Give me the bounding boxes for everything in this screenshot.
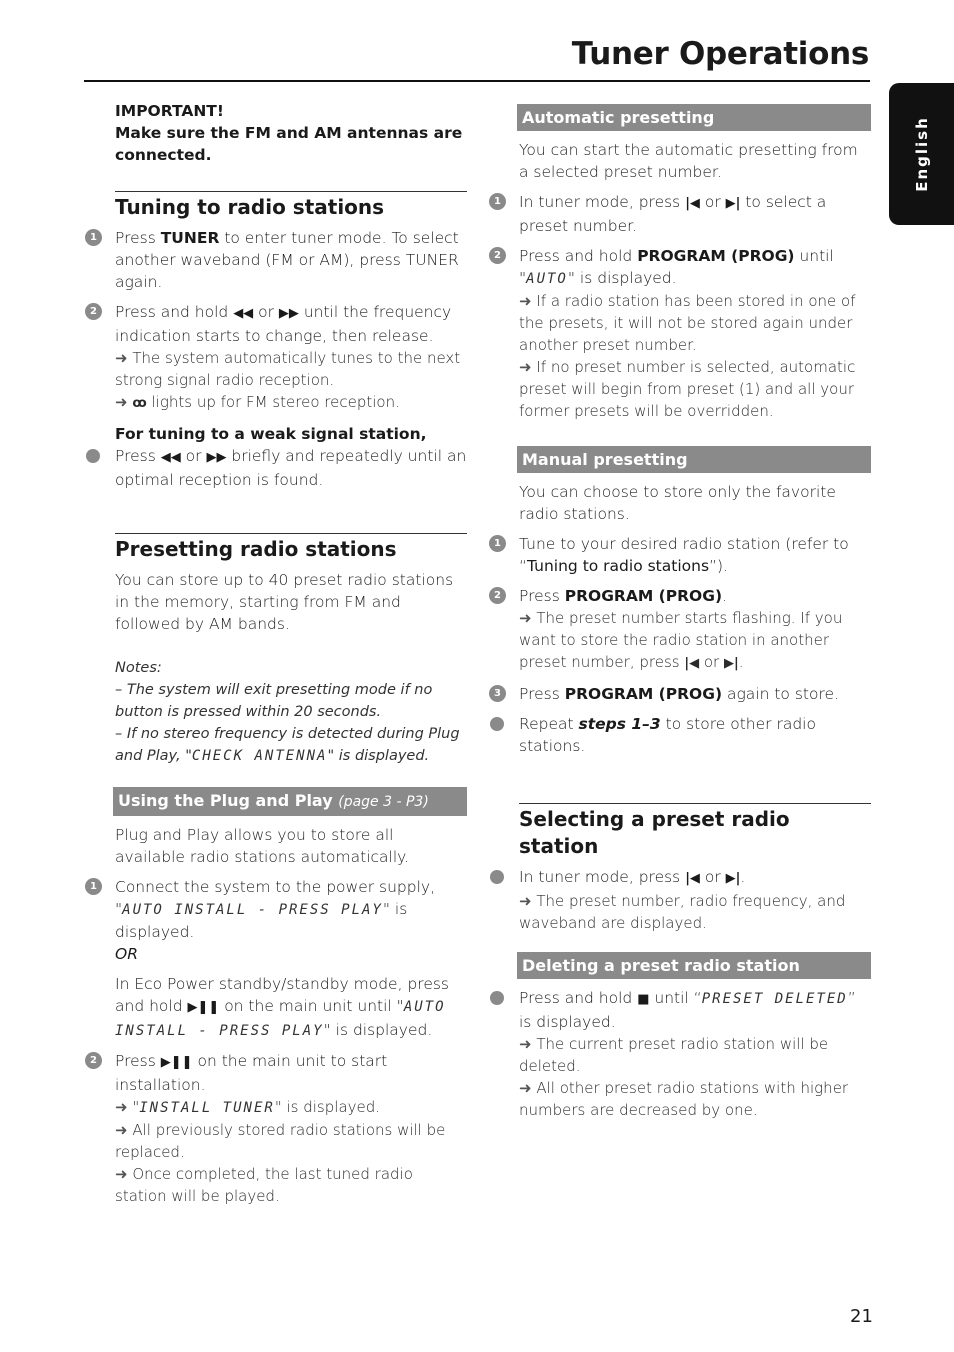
deleting-step [519, 987, 871, 1121]
text: Press and hold [519, 247, 638, 265]
language-tab [889, 83, 954, 225]
text: " is displayed. [327, 748, 430, 764]
section-deleting-preset [519, 952, 871, 1121]
section-selecting-preset [519, 803, 871, 934]
text: In tuner mode, press [519, 193, 686, 211]
step-number-icon: 2 [489, 247, 506, 264]
arrow-icon: ➜ [519, 1035, 532, 1053]
automatic-presetting-intro: You can start the automatic presetting from a selected preset number. [519, 141, 858, 181]
text: Press and hold [115, 303, 234, 321]
fast-forward-icon: ▶▶ [206, 450, 227, 465]
manual-step-2 [494, 585, 871, 675]
text: All other preset radio stations with higher numbers are decreased by one. [519, 1079, 849, 1119]
next-icon: ▶| [724, 656, 739, 671]
arrow-icon: ➜ [519, 1079, 532, 1097]
note-2 [115, 723, 467, 767]
text: on the main unit to start installation. [115, 1052, 388, 1094]
text: The preset number, radio frequency, and waveband are displayed. [519, 892, 846, 932]
text: The system automatically tunes to the next strong signal radio reception. [115, 349, 461, 389]
important-heading: IMPORTANT! [115, 102, 224, 120]
presetting-heading: Presetting radio stations [115, 537, 397, 561]
bullet-icon [490, 991, 504, 1005]
deleting-heading: Deleting a preset radio station [517, 952, 871, 979]
arrow-icon: ➜ [519, 292, 532, 310]
text: or [253, 303, 279, 321]
lcd-text: CHECK ANTENNA [191, 748, 328, 764]
selecting-heading: Selecting a preset radio station [519, 807, 790, 858]
text: . [722, 587, 727, 605]
text: Press and hold [519, 989, 638, 1007]
language-tab-label: English [912, 116, 931, 192]
previous-icon: |◀ [684, 656, 700, 671]
lcd-text: INSTALL TUNER [139, 1100, 275, 1116]
steps-reference: steps 1–3 [578, 715, 661, 733]
arrow-icon: ➜ [115, 393, 128, 411]
arrow-icon: ➜ [115, 349, 128, 367]
step-number-icon: 1 [85, 229, 102, 246]
fast-forward-icon: ▶▶ [278, 306, 299, 321]
page-number: 21 [850, 1306, 873, 1327]
step-number-icon: 1 [85, 878, 102, 895]
section-manual-presetting [494, 446, 871, 757]
text: Tune to your desired radio station (refer to “ [519, 535, 849, 575]
program-key-label: PROGRAM (PROG) [637, 247, 795, 265]
or-label: OR [115, 945, 138, 963]
text: again to store. [722, 685, 839, 703]
text: – If no stereo frequency is detected during Plug and Play, " [115, 726, 460, 764]
presetting-notes [115, 657, 467, 767]
arrow-icon: ➜ [115, 1121, 128, 1139]
text: The current preset radio station will be deleted. [519, 1035, 829, 1075]
text: If a radio station has been stored in one of the presets, it will not be stored again under another preset number. [519, 292, 856, 354]
text: ” is displayed. [519, 989, 856, 1031]
program-key-label: PROGRAM (PROG) [564, 685, 723, 703]
page-reference: (page 3 - P3) [338, 794, 429, 810]
step-number-icon: 2 [489, 587, 506, 604]
previous-icon: |◀ [685, 871, 700, 886]
text: or [180, 447, 207, 465]
step-number-icon: 3 [489, 685, 506, 702]
right-column [494, 104, 871, 1121]
step-number-icon: 2 [85, 1052, 102, 1069]
step-number-icon: 1 [489, 193, 506, 210]
arrow-icon: ➜ [115, 1098, 128, 1116]
tuner-key-label: TUNER [160, 229, 220, 247]
lcd-text: PRESET DELETED [701, 991, 848, 1007]
text: Press [115, 447, 161, 465]
text: to enter tuner mode. To select another waveband (FM or AM), press TUNER again. [115, 229, 459, 291]
text: Press [519, 685, 565, 703]
rewind-icon: ◀◀ [233, 306, 254, 321]
bullet-icon [490, 870, 504, 884]
program-key-label: PROGRAM (PROG) [564, 587, 723, 605]
tuning-step-2 [90, 301, 467, 415]
text: Press [115, 229, 161, 247]
arrow-icon: ➜ [115, 1165, 128, 1183]
section-automatic-presetting [494, 104, 871, 422]
text: All previously stored radio stations will be replaced. [115, 1121, 446, 1161]
bullet-icon [86, 449, 100, 463]
play-pause-icon: ▶❚❚ [160, 1055, 193, 1070]
weak-signal-heading: For tuning to a weak signal station, [115, 425, 427, 443]
text: until " [519, 247, 834, 287]
manual-step-1 [494, 533, 871, 577]
text: " is displayed. [274, 1098, 381, 1116]
step-number-icon: 2 [85, 303, 102, 320]
text: to store other radio stations. [519, 715, 816, 755]
manual-step-3 [494, 683, 871, 705]
auto-step-2 [494, 245, 871, 422]
section-tuning [90, 191, 467, 491]
text: In Eco Power standby/standby mode, press and hold [115, 975, 450, 1015]
section-presetting [115, 533, 467, 767]
play-pause-icon: ▶❚❚ [187, 1000, 220, 1015]
text: to select a preset number. [519, 193, 827, 235]
bullet-icon [490, 717, 504, 731]
note-1: – The system will exit presetting mode if no button is pressed within 20 seconds. [115, 682, 433, 720]
text: or [699, 653, 724, 671]
stop-icon: ■ [637, 992, 650, 1007]
text: Press [115, 1052, 161, 1070]
arrow-icon: ➜ [519, 609, 532, 627]
section-plug-and-play [90, 787, 467, 1207]
text: until the frequency indication starts to change, then release. [115, 303, 452, 345]
page-title: Tuner Operations [571, 36, 869, 72]
text: lights up for FM stereo reception. [146, 393, 400, 411]
next-icon: ▶| [725, 196, 741, 211]
plug-and-play-heading [113, 787, 467, 816]
manual-presetting-intro: You can choose to store only the favorite radio stations. [519, 483, 836, 523]
text: " [127, 1098, 140, 1116]
text: on the main unit until " [219, 997, 404, 1015]
presetting-intro: You can store up to 40 preset radio stations in the memory, starting from FM and followed by AM bands. [115, 571, 454, 633]
arrow-icon: ➜ [519, 358, 532, 376]
automatic-presetting-heading: Automatic presetting [517, 104, 871, 131]
text: If no preset number is selected, automatic preset will begin from preset (1) and all your former presets will be overridden. [519, 358, 856, 420]
arrow-icon: ➜ [519, 892, 532, 910]
cross-reference: Tuning to radio stations [527, 557, 710, 575]
plug-play-step-2 [90, 1050, 467, 1207]
text: ”). [709, 557, 729, 575]
text: " is displayed. [115, 900, 408, 941]
left-column [90, 100, 467, 1207]
text: or [699, 193, 726, 211]
plug-and-play-intro: Plug and Play allows you to store all available radio stations automatically. [115, 826, 410, 866]
text: Press [519, 587, 565, 605]
text: Using the Plug and Play [118, 791, 333, 810]
text: briefly and repeatedly until an optimal reception is found. [115, 447, 467, 489]
text: The preset number starts flashing. If you want to store the radio station in another preset number, press [519, 609, 843, 671]
text: Connect the system to the power supply, " [115, 878, 436, 918]
auto-step-1 [494, 191, 871, 237]
plug-play-step-1 [90, 876, 467, 1042]
text: or [699, 868, 726, 886]
stereo-icon: ꝏ [132, 396, 147, 411]
next-icon: ▶| [725, 871, 741, 886]
weak-signal-step [115, 445, 467, 491]
tuning-heading: Tuning to radio stations [115, 195, 385, 219]
text: Repeat [519, 715, 579, 733]
tuning-step-1 [90, 227, 467, 293]
text: Once completed, the last tuned radio station will be played. [115, 1165, 413, 1205]
manual-step-4 [519, 713, 871, 757]
text: " is displayed. [323, 1021, 433, 1039]
text: . [738, 653, 744, 671]
text: until “ [649, 989, 702, 1007]
lcd-text: AUTO INSTALL - PRESS PLAY [115, 999, 446, 1039]
lcd-text: AUTO [526, 271, 568, 287]
step-number-icon: 1 [489, 535, 506, 552]
title-rule [84, 80, 870, 82]
manual-presetting-heading: Manual presetting [517, 446, 871, 473]
text: " is displayed. [567, 269, 677, 287]
lcd-text: AUTO INSTALL - PRESS PLAY [122, 902, 383, 918]
text: . [740, 868, 746, 886]
selecting-step [519, 866, 871, 934]
important-text: Make sure the FM and AM antennas are connected. [115, 124, 463, 164]
rewind-icon: ◀◀ [160, 450, 181, 465]
notes-label: Notes: [115, 660, 162, 676]
previous-icon: |◀ [685, 196, 700, 211]
text: In tuner mode, press [519, 868, 686, 886]
